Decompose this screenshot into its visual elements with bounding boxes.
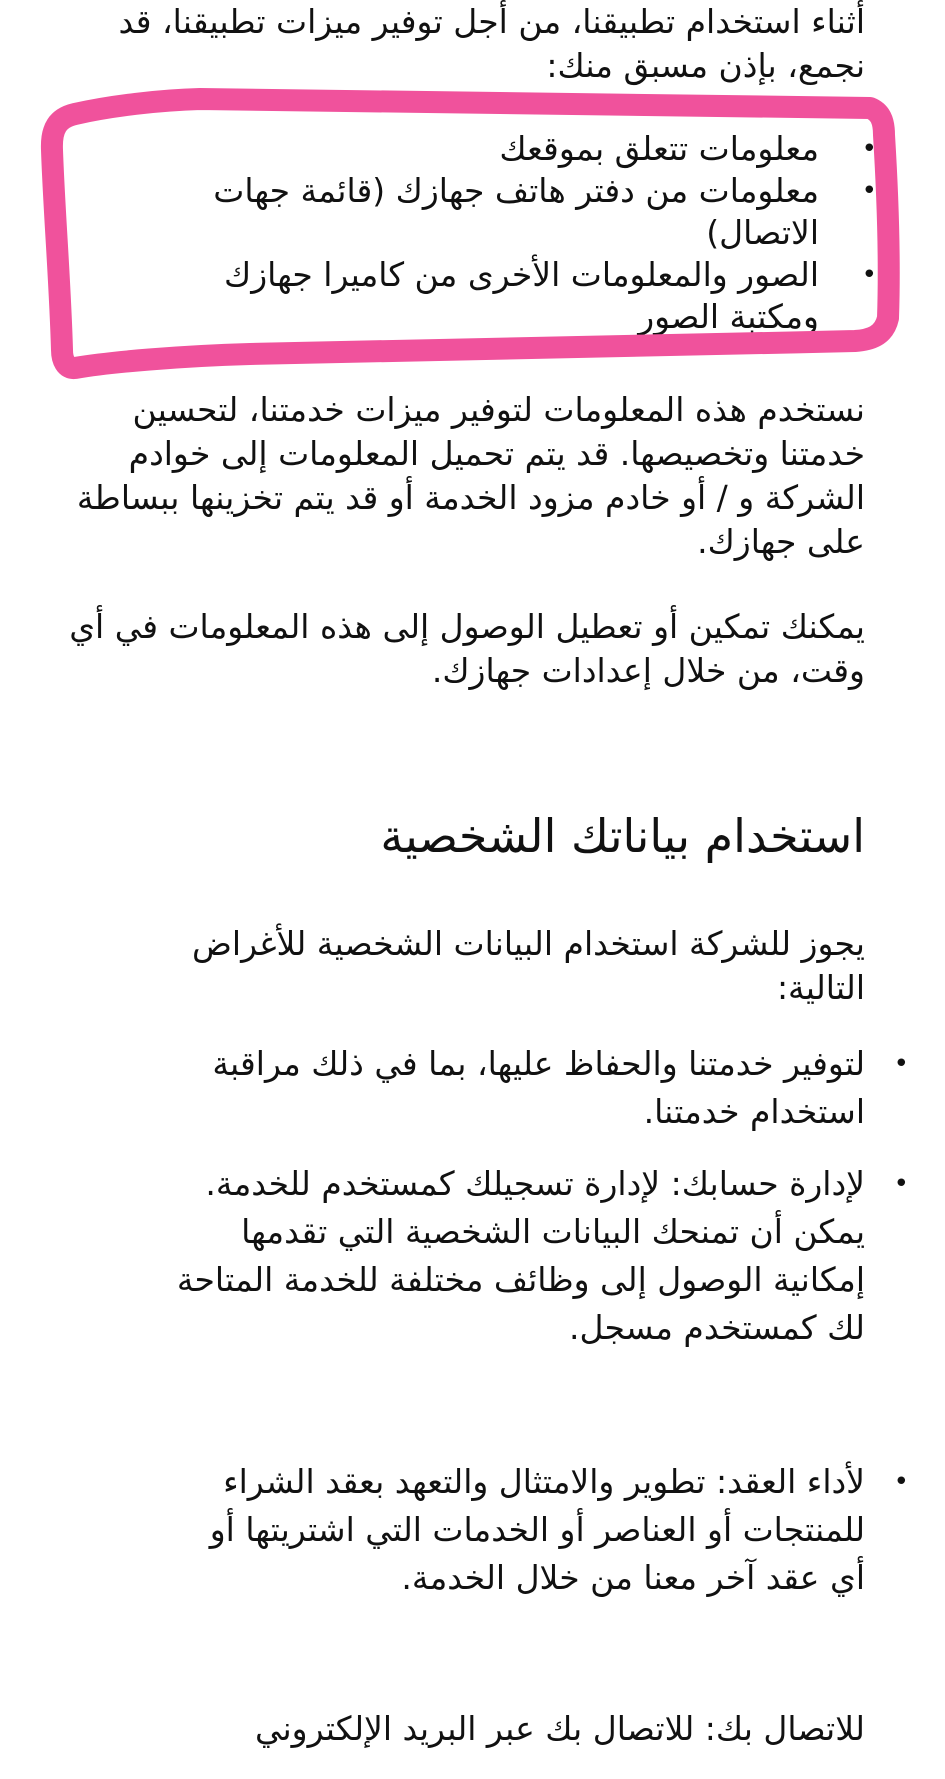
- list-item-text: لأداء العقد: تطوير والامتثال والتعهد بعقد الشراء للمنتجات أو العناصر أو الخدمات التي اشتريتها أو أي عقد آخر معنا من خلال الخدمة.: [209, 1462, 865, 1597]
- bullet-icon: •: [893, 1049, 909, 1079]
- list-item: [175, 1160, 909, 1352]
- bullet-icon: •: [861, 260, 877, 290]
- list-item: [173, 254, 877, 338]
- enable-access-paragraph: يمكنك تمكين أو تعطيل الوصول إلى هذه المعلومات في أي وقت، من خلال إعدادات جهازك.: [69, 607, 865, 690]
- list-item-text: لإدارة حسابك: لإدارة تسجيلك كمستخدم للخدمة. يمكن أن تمنحك البيانات الشخصية التي تقدمها إمكانية الوصول إلى وظائف مختلفة للخدمة المتاحة لك كمستخدم مسجل.: [176, 1164, 865, 1347]
- list-item: [173, 170, 877, 254]
- list-item-text: لتوفير خدمتنا والحفاظ عليها، بما في ذلك مراقبة استخدام خدمتنا.: [212, 1044, 865, 1131]
- list-item-text: معلومات من دفتر هاتف جهازك (قائمة جهات الاتصال): [213, 171, 819, 252]
- list-item: [175, 1458, 909, 1602]
- intro-paragraph: أثناء استخدام تطبيقنا، من أجل توفير ميزات تطبيقنا، قد نجمع، بإذن مسبق منك:: [118, 2, 865, 85]
- collected-info-list: [173, 128, 877, 338]
- cut-off-text: للاتصال بك: للاتصال بك عبر البريد الإلكتروني: [254, 1709, 865, 1748]
- cut-off-text-line: [85, 1709, 865, 1753]
- bullet-icon: •: [861, 134, 877, 164]
- list-item: [175, 1040, 909, 1136]
- section-heading: استخدام بياناتك الشخصية: [380, 809, 865, 863]
- section-intro-paragraph: يجوز للشركة استخدام البيانات الشخصية للأغراض التالية:: [192, 924, 865, 1007]
- bullet-icon: •: [893, 1467, 909, 1497]
- bullet-icon: •: [893, 1169, 909, 1199]
- list-item-text: الصور والمعلومات الأخرى من كاميرا جهازك ومكتبة الصور: [224, 255, 819, 336]
- list-item: [173, 128, 877, 170]
- usage-paragraph: نستخدم هذه المعلومات لتوفير ميزات خدمتنا، لتحسين خدمتنا وتخصيصها. قد يتم تحميل المعلومات إلى خوادم الشركة و / أو خادم مزود الخدمة أو قد يتم تخزينها ببساطة على جهازك.: [76, 390, 865, 561]
- bullet-icon: •: [861, 176, 877, 206]
- list-item-text: معلومات تتعلق بموقعك: [499, 129, 819, 168]
